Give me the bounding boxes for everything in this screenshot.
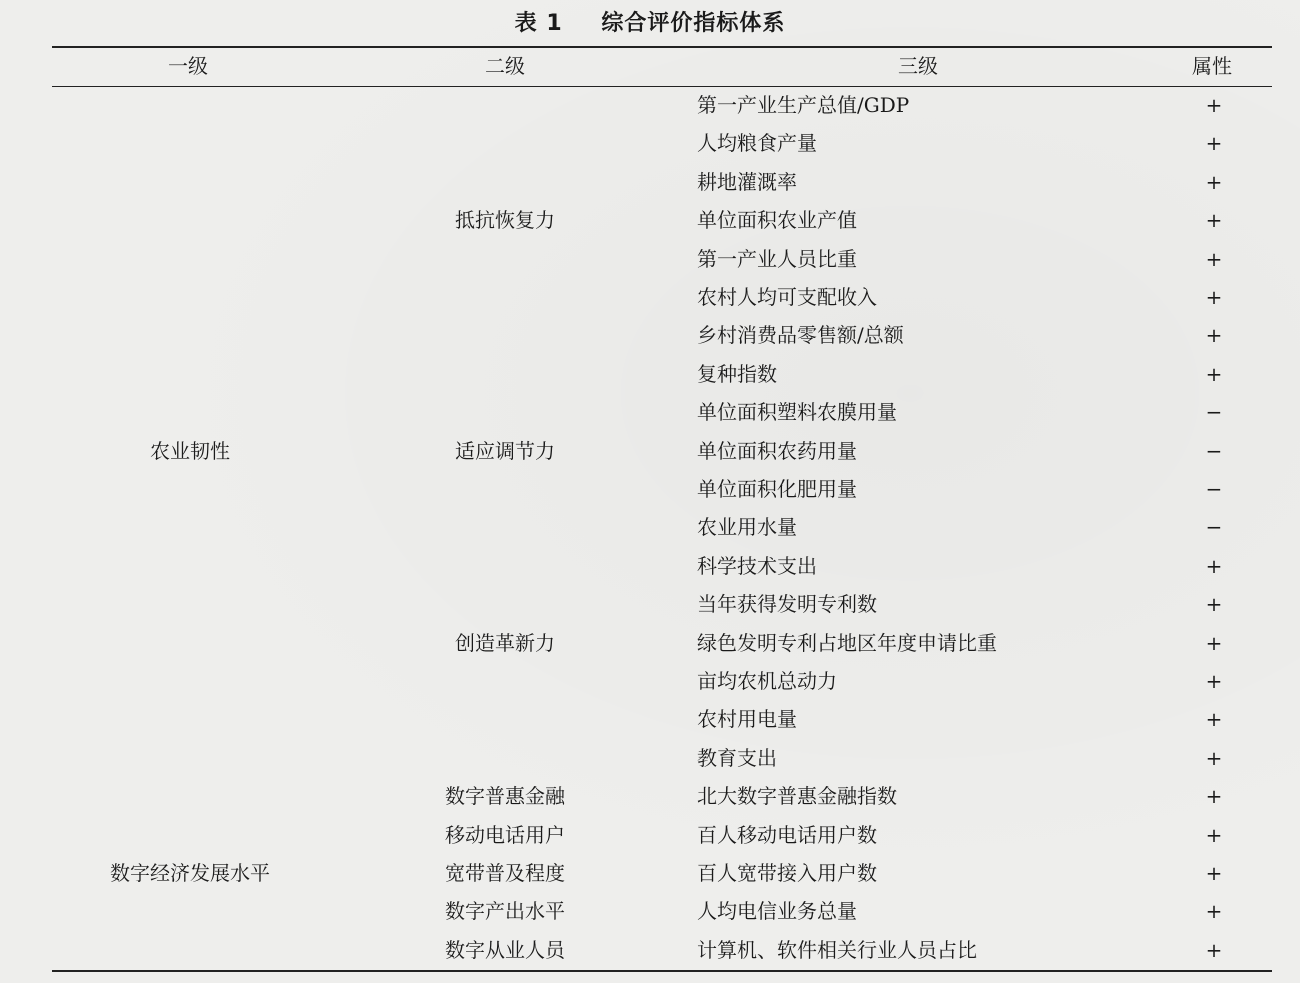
indicator-attribute: + xyxy=(1205,323,1223,348)
indicator-attribute: + xyxy=(1205,822,1223,847)
indicator-name: 北大数字普惠金融指数 xyxy=(697,784,897,809)
indicator-name: 单位面积农药用量 xyxy=(697,438,857,463)
table-number: 表 1 xyxy=(514,11,563,36)
level2-label: 移动电话用户 xyxy=(445,822,565,847)
indicator-attribute: + xyxy=(1205,937,1223,962)
level2-label: 数字从业人员 xyxy=(445,937,565,962)
indicator-attribute: − xyxy=(1205,400,1223,425)
indicator-attribute: + xyxy=(1205,131,1223,156)
indicator-name: 农村用电量 xyxy=(697,707,797,732)
table-header-rule xyxy=(52,86,1272,87)
level2-label: 宽带普及程度 xyxy=(445,861,565,885)
table-bottom-rule xyxy=(52,970,1272,972)
indicator-attribute: − xyxy=(1205,438,1223,463)
level2-label: 适应调节力 xyxy=(455,438,555,463)
indicator-attribute: − xyxy=(1205,515,1223,540)
indicator-name: 复种指数 xyxy=(697,361,777,386)
header-level1: 一级 xyxy=(168,54,208,78)
indicator-name: 绿色发明专利占地区年度申请比重 xyxy=(697,630,997,655)
indicator-name: 单位面积塑料农膜用量 xyxy=(697,400,897,425)
indicator-name: 单位面积农业产值 xyxy=(697,208,857,233)
level1-label: 数字经济发展水平 xyxy=(110,861,270,885)
indicator-attribute: + xyxy=(1205,553,1223,578)
indicator-name: 当年获得发明专利数 xyxy=(697,592,877,617)
indicator-name: 第一产业人员比重 xyxy=(697,246,857,271)
indicator-name: 教育支出 xyxy=(697,745,777,770)
indicator-attribute: + xyxy=(1205,592,1223,617)
table-top-rule xyxy=(52,46,1272,48)
indicator-attribute: + xyxy=(1205,169,1223,194)
indicator-name: 百人宽带接入用户数 xyxy=(697,861,877,885)
indicator-name: 单位面积化肥用量 xyxy=(697,477,857,501)
indicator-attribute: − xyxy=(1205,477,1223,501)
level1-label: 农业韧性 xyxy=(150,438,230,463)
indicator-name: 亩均农机总动力 xyxy=(697,669,837,693)
indicator-name: 农村人均可支配收入 xyxy=(697,285,877,309)
indicator-attribute: + xyxy=(1205,784,1223,809)
header-level2: 二级 xyxy=(485,54,525,78)
level2-label: 创造革新力 xyxy=(455,630,555,655)
indicator-attribute: + xyxy=(1205,93,1223,117)
indicator-attribute: + xyxy=(1205,669,1223,693)
indicator-attribute: + xyxy=(1205,361,1223,386)
level2-label: 抵抗恢复力 xyxy=(455,208,555,233)
indicator-attribute: + xyxy=(1205,899,1223,924)
indicator-name: 耕地灌溉率 xyxy=(697,169,797,194)
indicator-name: 第一产业生产总值/GDP xyxy=(697,93,910,117)
indicator-attribute: + xyxy=(1205,707,1223,732)
indicator-attribute: + xyxy=(1205,630,1223,655)
indicator-name: 百人移动电话用户数 xyxy=(697,822,877,847)
indicator-name: 农业用水量 xyxy=(697,515,797,540)
indicator-name: 科学技术支出 xyxy=(697,553,817,578)
level2-label: 数字产出水平 xyxy=(445,899,565,924)
indicator-attribute: + xyxy=(1205,246,1223,271)
indicator-name: 人均粮食产量 xyxy=(697,131,817,156)
indicator-name: 乡村消费品零售额/总额 xyxy=(697,323,904,348)
indicator-attribute: + xyxy=(1205,208,1223,233)
header-level3: 三级 xyxy=(898,54,938,78)
level2-label: 数字普惠金融 xyxy=(445,784,565,809)
table-caption xyxy=(0,6,1300,37)
header-attribute: 属性 xyxy=(1192,54,1232,78)
indicator-attribute: + xyxy=(1205,861,1223,885)
indicator-attribute: + xyxy=(1205,285,1223,309)
indicator-name: 计算机、软件相关行业人员占比 xyxy=(697,937,977,962)
table-title: 综合评价指标体系 xyxy=(601,11,786,36)
indicator-attribute: + xyxy=(1205,745,1223,770)
indicator-name: 人均电信业务总量 xyxy=(697,899,857,924)
